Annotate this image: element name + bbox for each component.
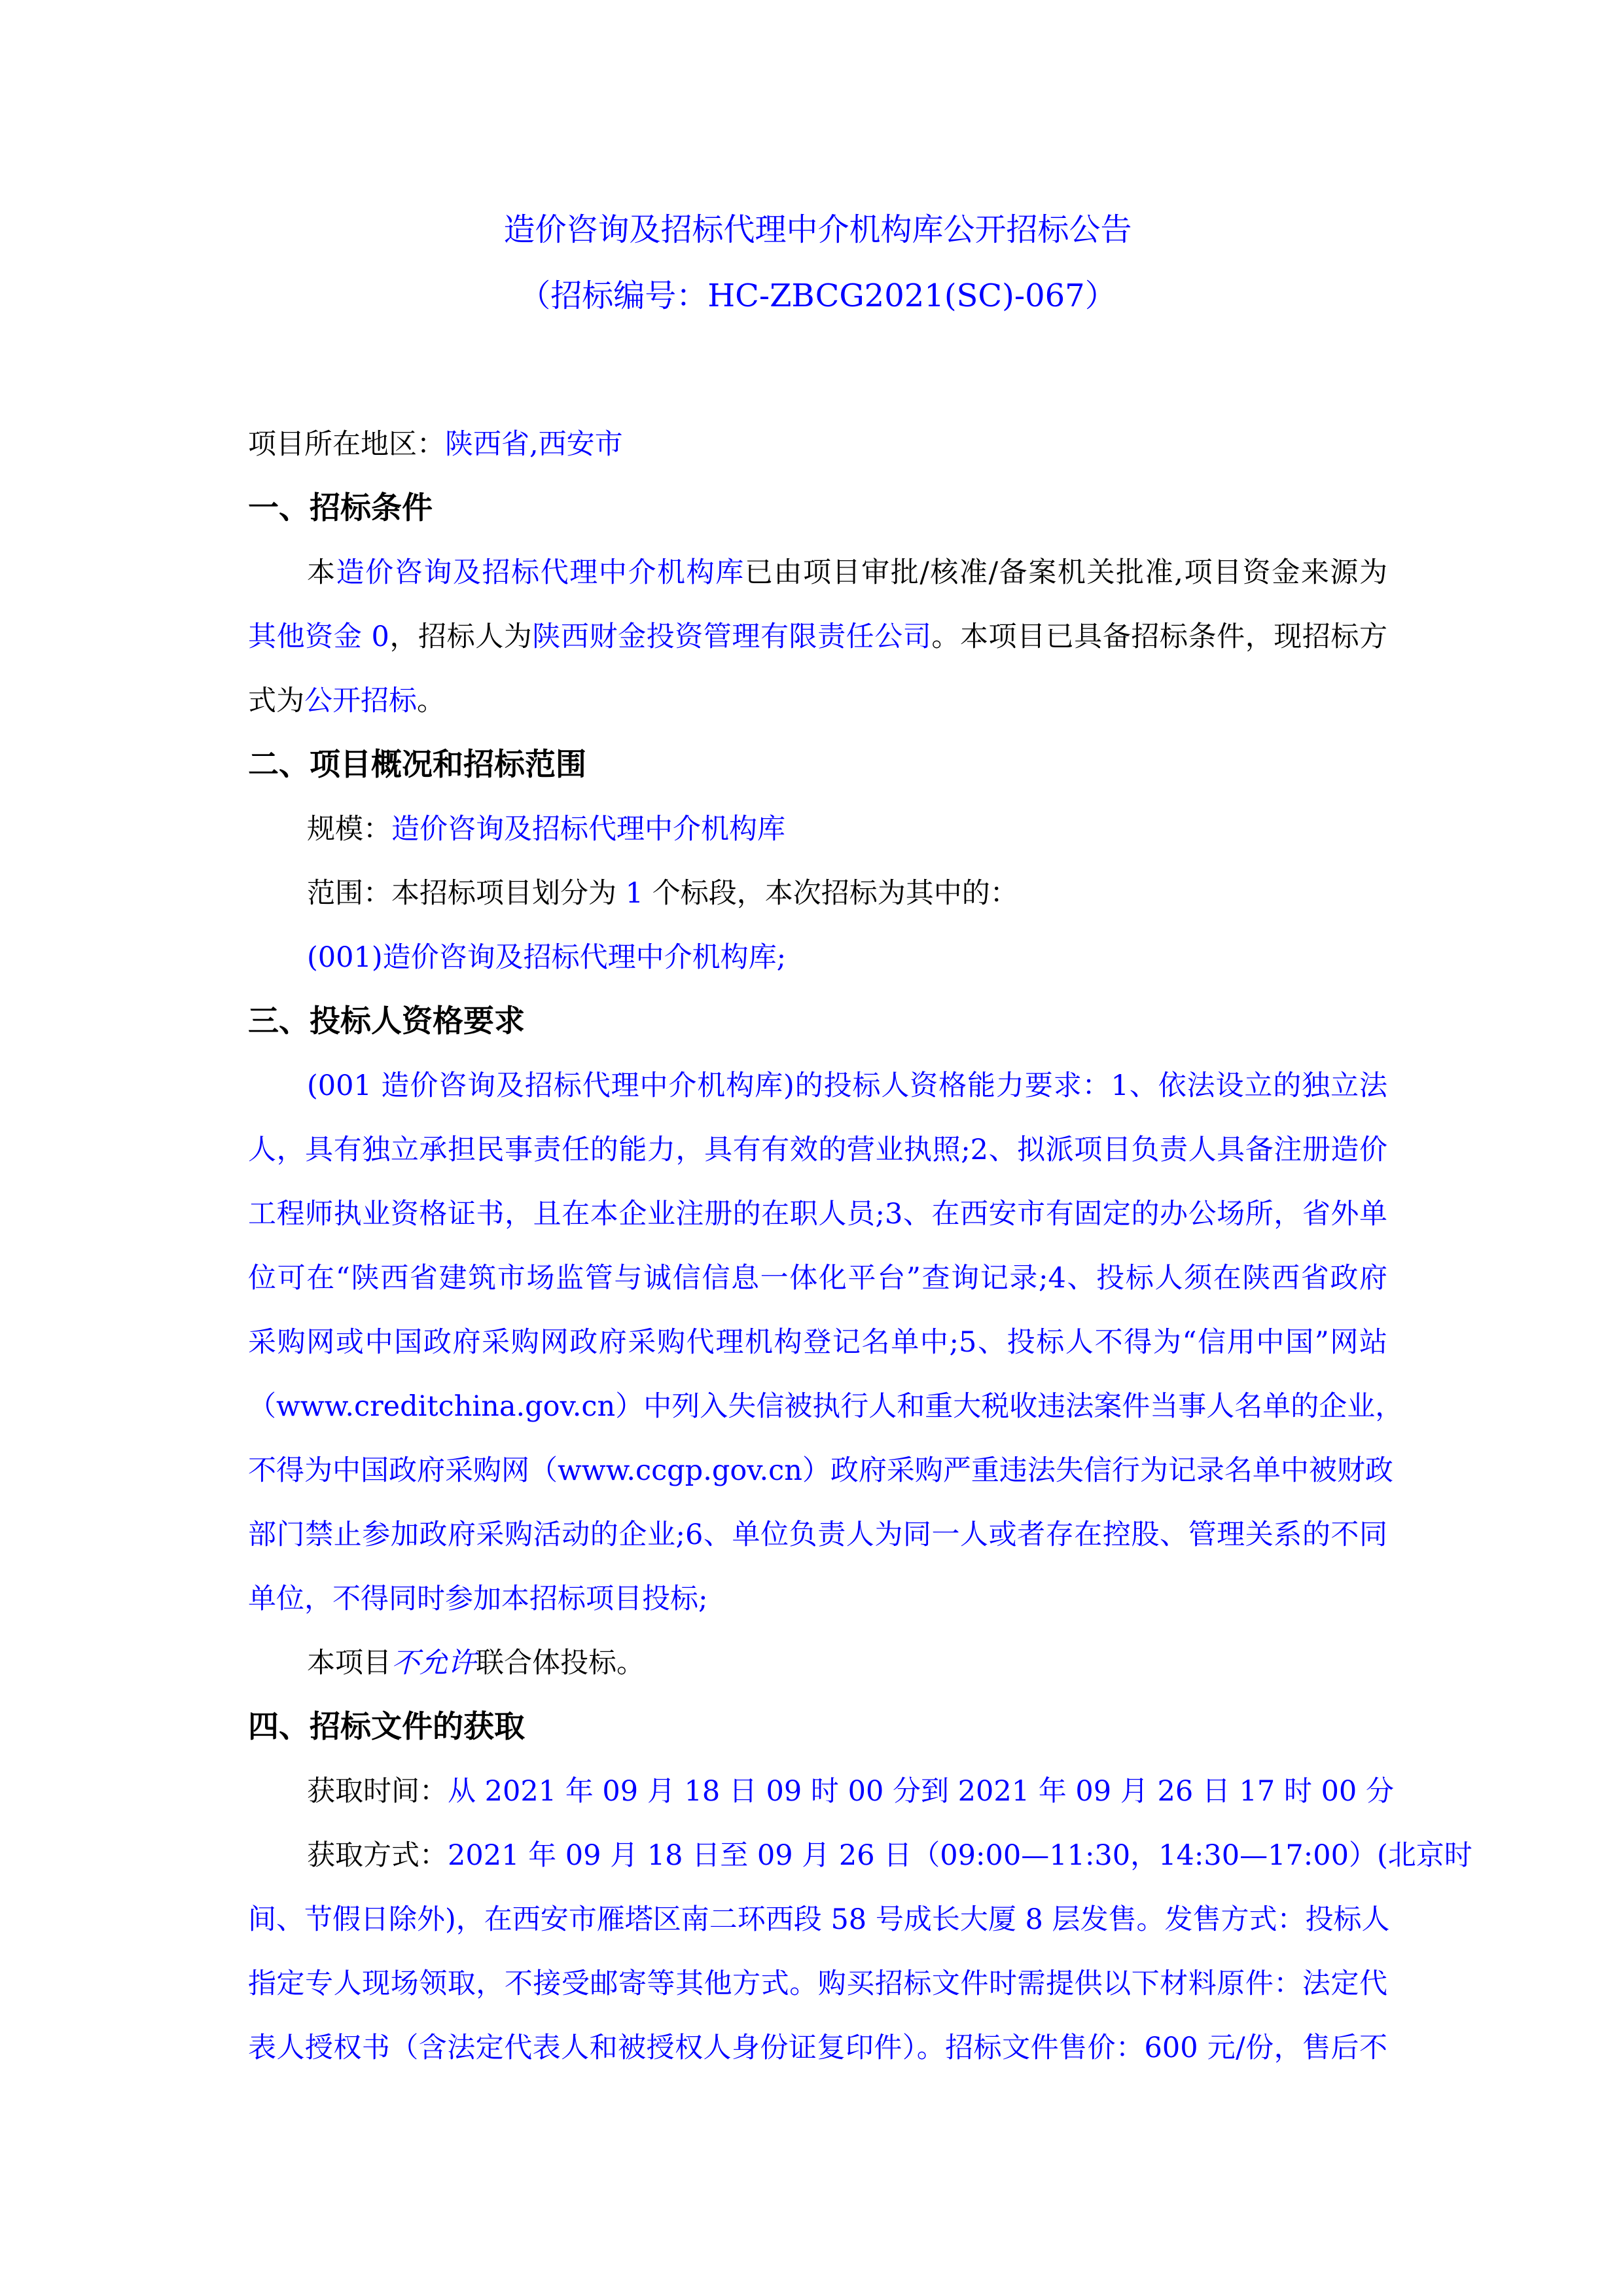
project-location — [248, 412, 1387, 476]
section-heading — [248, 990, 1387, 1054]
text-line — [248, 1952, 1387, 2016]
filled-field-text: 指定专人现场领取，不接受邮寄等其他方式。购买招标文件时需提供以下材料原件：法定代 — [248, 1967, 1387, 2000]
filled-field-text: (001)造价咨询及招标代理中介机构库; — [307, 941, 787, 974]
text-line — [248, 1439, 1393, 1503]
filled-field-text: 1 — [625, 877, 644, 910]
section-heading — [248, 476, 1387, 541]
static-text: 一、招标条件 — [248, 490, 433, 526]
static-text: 个标段，本次招标为其中的： — [643, 877, 1018, 910]
filled-field-text: 从 2021 年 09 月 18 日 09 时 00 分到 2021 年 09 月 26 日 17 时 00 分 — [448, 1775, 1394, 1808]
document-title: 造价咨询及招标代理中介机构库公开招标公告 — [503, 211, 1132, 248]
filled-field-text: (001 造价咨询及招标代理中介机构库)的投标人资格能力要求：1、依法设立的独立法 — [307, 1069, 1387, 1102]
static-text: 。本项目已具备招标条件，现招标方 — [931, 620, 1388, 653]
text-line — [248, 605, 1387, 669]
static-text: 已由项目审批/核准/备案机关批准,项目资金来源为 — [744, 556, 1387, 589]
text-line — [248, 1310, 1387, 1374]
text-line — [248, 1246, 1387, 1310]
static-text: 本项目 — [307, 1647, 391, 1679]
filled-field-text: 间、节假日除外)，在西安市雁塔区南二环西段 58 号成长大厦 8 层发售。发售方式：投标人 — [248, 1903, 1390, 1936]
filled-field-text: 2021 年 09 月 18 日至 09 月 26 日（09:00—11:30，14:30—17:00）(北京时 — [448, 1839, 1472, 1872]
text-line — [248, 925, 1387, 990]
static-text: 联合体投标。 — [476, 1647, 645, 1679]
static-text: 四、招标文件的获取 — [248, 1709, 525, 1745]
document-body — [248, 412, 1472, 2080]
filled-field-text: 表人授权书（含法定代表人和被授权人身份证复印件）。招标文件售价：600 元/份，售后不 — [248, 2032, 1387, 2064]
static-text: 项目所在地区： — [248, 428, 445, 461]
section-heading — [248, 1695, 1387, 1759]
filled-field-text: 工程师执业资格证书，且在本企业注册的在职人员;3、在西安市有固定的办公场所，省外单 — [248, 1198, 1387, 1230]
filled-field-text: 造价咨询及招标代理中介机构库 — [391, 813, 785, 846]
filled-field-text: 不允许 — [391, 1647, 476, 1679]
text-line — [248, 1374, 1404, 1439]
text-line — [248, 1182, 1387, 1246]
text-line — [248, 1759, 1394, 1823]
static-text: 本 — [307, 556, 336, 589]
filled-field-text: 采购网或中国政府采购网政府采购代理机构登记名单中;5、投标人不得为“信用中国”网站 — [248, 1326, 1387, 1359]
static-text: 二、项目概况和招标范围 — [248, 747, 586, 783]
filled-field-text: 陕西财金投资管理有限责任公司 — [532, 620, 932, 653]
text-line — [248, 669, 1387, 733]
text-line — [248, 1823, 1472, 1888]
static-text: 规模： — [307, 813, 391, 846]
static-text: 。 — [417, 685, 445, 717]
text-line — [248, 1054, 1387, 1118]
filled-field-text: 部门禁止参加政府采购活动的企业;6、单位负责人为同一人或者存在控股、管理关系的不同 — [248, 1518, 1387, 1551]
document-page — [248, 197, 1472, 2080]
filled-field-text: 陕西省,西安市 — [445, 428, 623, 461]
static-text: ，招标人为 — [389, 620, 533, 653]
filled-field-text: 人，具有独立承担民事责任的能力，具有有效的营业执照;2、拟派项目负责人具备注册造价 — [248, 1134, 1387, 1166]
text-line — [248, 1503, 1387, 1567]
filled-field-text: 单位，不得同时参加本招标项目投标; — [248, 1583, 708, 1615]
text-line — [248, 861, 1387, 925]
filled-field-text: 位可在“陕西省建筑市场监管与诚信信息一体化平台”查询记录;4、投标人须在陕西省政府 — [248, 1262, 1387, 1295]
static-text: 获取时间： — [307, 1775, 448, 1808]
static-text: 三、投标人资格要求 — [248, 1003, 525, 1039]
section-heading — [248, 733, 1387, 797]
text-line — [248, 541, 1387, 605]
tender-number: （招标编号：HC-ZBCG2021(SC)-067） — [519, 278, 1116, 314]
static-text: 式为 — [248, 685, 304, 717]
text-line — [248, 1118, 1387, 1182]
filled-field-text: （www.creditchina.gov.cn）中列入失信被执行人和重大税收违法案件当事人名单的企业， — [248, 1390, 1404, 1423]
text-line — [248, 797, 1387, 861]
text-line — [248, 1567, 1387, 1631]
static-text: 范围：本招标项目划分为 — [307, 877, 626, 910]
text-line — [248, 1631, 1387, 1695]
static-text: 获取方式： — [307, 1839, 448, 1872]
filled-field-text: 造价咨询及招标代理中介机构库 — [336, 556, 745, 589]
filled-field-text: 不得为中国政府采购网（www.ccgp.gov.cn）政府采购严重违法失信行为记录名单中被财政 — [248, 1454, 1393, 1487]
text-line — [248, 1888, 1390, 1952]
filled-field-text: 其他资金 0 — [248, 620, 389, 653]
text-line — [248, 2016, 1387, 2080]
filled-field-text: 公开招标 — [304, 685, 417, 717]
